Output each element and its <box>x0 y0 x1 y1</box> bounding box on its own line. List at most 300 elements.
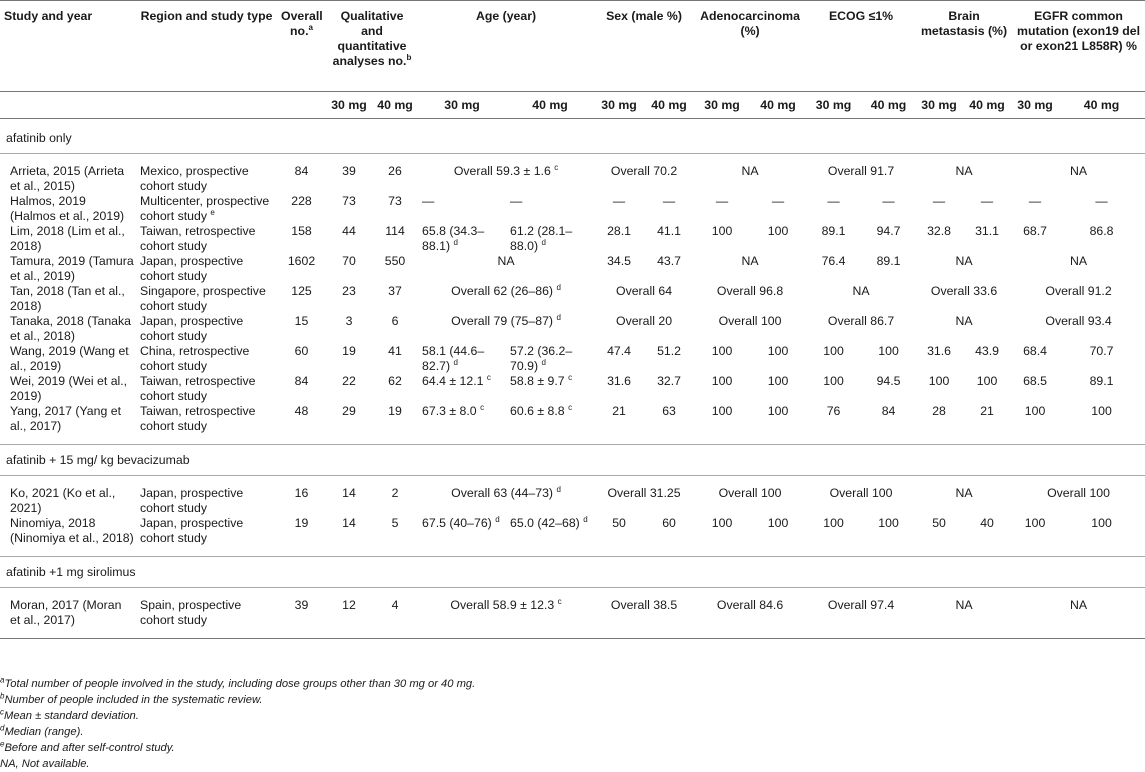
overall-cell <box>277 486 326 516</box>
study-cell-text: Yang, 2017 (Yang et al., 2017) <box>10 404 121 433</box>
footnote-text: NA, Not available. <box>0 758 90 770</box>
ecog-30-cell <box>806 516 861 546</box>
qual-40-cell-text: 550 <box>384 254 406 268</box>
qual-40-cell <box>372 284 418 314</box>
sex-30-cell-text: 21 <box>612 404 626 418</box>
brain-overall-cell-text: NA <box>955 486 973 500</box>
sex-40-cell-text: 60 <box>662 516 676 530</box>
age-40-cell <box>506 374 594 404</box>
age-30-cell <box>418 374 506 404</box>
study-cell <box>0 486 136 516</box>
qual-40-cell <box>372 254 418 284</box>
dose-40-header: 40 mg <box>644 92 694 119</box>
table-body <box>0 119 1145 639</box>
ecog-40-cell-text: 89.1 <box>876 254 901 268</box>
sex-40-cell <box>644 194 694 224</box>
age-40-cell-footnote-mark: d <box>541 357 546 367</box>
dose-30-header: 30 mg <box>694 92 750 119</box>
overall-cell <box>277 598 326 628</box>
overall-cell <box>277 164 326 194</box>
study-cell-text: Wei, 2019 (Wei et al., 2019) <box>10 374 128 403</box>
sex-40-cell-text: 32.7 <box>657 374 681 388</box>
study-cell <box>0 404 136 434</box>
region-cell <box>136 314 277 344</box>
age-40-cell-text: 58.8 ± 9.7 <box>510 374 565 388</box>
brain-40-cell-text: — <box>980 194 994 208</box>
brain-40-cell-text: 40 <box>980 516 994 530</box>
footnote-text: Total number of people involved in the study, including dose groups other than 30 mg or 40 mg. <box>4 678 476 690</box>
sex-overall-cell <box>594 314 694 344</box>
adeno-30-cell-text: 100 <box>711 224 733 238</box>
sex-overall-cell-text: Overall 64 <box>616 284 673 298</box>
footnote-mark: b <box>0 691 5 701</box>
qual-30-cell-text: 3 <box>345 314 353 328</box>
age-40-cell-footnote-mark: d <box>583 514 588 524</box>
ecog-30-cell <box>806 194 861 224</box>
adeno-40-cell <box>750 374 806 404</box>
qual-30-cell <box>326 344 372 374</box>
qual-30-cell-text: 12 <box>342 598 356 612</box>
overall-cell <box>277 314 326 344</box>
qual-30-cell-text: 14 <box>342 516 356 530</box>
adeno-40-cell-text: 100 <box>767 344 789 358</box>
adeno-40-cell <box>750 224 806 254</box>
region-cell <box>136 486 277 516</box>
sex-30-cell <box>594 224 644 254</box>
qual-30-cell <box>326 164 372 194</box>
ecog-overall-cell <box>806 486 916 516</box>
dose-40-header: 40 mg <box>750 92 806 119</box>
overall-cell-text: 19 <box>294 516 309 530</box>
age-40-cell-text: 60.6 ± 8.8 <box>510 404 565 418</box>
qual-40-cell <box>372 164 418 194</box>
egfr-40-cell <box>1058 374 1145 404</box>
table-row <box>0 404 1145 434</box>
egfr-overall-cell <box>1012 486 1145 516</box>
study-cell <box>0 194 136 224</box>
ecog-30-cell <box>806 404 861 434</box>
region-cell-text: Singapore, prospective cohort study <box>140 284 266 313</box>
qual-40-cell <box>372 224 418 254</box>
sex-30-cell-text: — <box>612 194 626 208</box>
egfr-30-cell-text: 68.5 <box>1023 374 1047 388</box>
ecog-40-cell <box>861 374 916 404</box>
egfr-40-cell <box>1058 224 1145 254</box>
overall-cell <box>277 224 326 254</box>
adeno-40-cell <box>750 344 806 374</box>
age-40-cell-text: 65.0 (42–68) <box>510 516 580 530</box>
egfr-overall-cell <box>1012 598 1145 628</box>
age-30-cell-footnote-mark: c <box>480 402 485 412</box>
adeno-overall-cell <box>694 254 806 284</box>
egfr-40-cell <box>1058 516 1145 546</box>
footnote <box>0 724 1140 740</box>
region-cell-text: Spain, prospective cohort study <box>140 598 242 627</box>
qual-40-cell <box>372 516 418 546</box>
table-row <box>0 254 1145 284</box>
sex-40-cell <box>644 254 694 284</box>
egfr-30-cell <box>1012 516 1058 546</box>
age-overall-cell-footnote-mark: d <box>556 282 561 292</box>
sex-40-cell-text: — <box>662 194 676 208</box>
region-cell <box>136 224 277 254</box>
qual-40-cell <box>372 194 418 224</box>
group-label-text: afatinib only <box>6 130 72 145</box>
dose-30-header: 30 mg <box>806 92 861 119</box>
footnote-mark: a <box>0 675 5 685</box>
region-cell-text: Japan, prospective cohort study <box>140 516 244 545</box>
egfr-overall-cell-text: Overall 91.2 <box>1045 284 1112 298</box>
adeno-30-cell <box>694 404 750 434</box>
qual-30-cell-text: 73 <box>342 194 356 208</box>
region-cell <box>136 194 277 224</box>
study-cell <box>0 344 136 374</box>
sex-30-cell <box>594 344 644 374</box>
ecog-40-cell <box>861 404 916 434</box>
brain-overall-cell-text: NA <box>955 314 973 328</box>
ecog-overall-cell-text: Overall 91.7 <box>827 164 895 178</box>
dose-40-header: 40 mg <box>1058 92 1145 119</box>
egfr-overall-cell-text: Overall 93.4 <box>1045 314 1112 328</box>
adeno-40-cell <box>750 404 806 434</box>
study-cell-text: Ko, 2021 (Ko et al., 2021) <box>10 486 116 515</box>
adeno-30-cell-text: 100 <box>711 516 733 530</box>
sex-40-cell <box>644 344 694 374</box>
qual-30-cell <box>326 314 372 344</box>
header-age: Age (year) <box>475 9 537 23</box>
region-cell-text: Japan, prospective cohort study <box>140 314 244 343</box>
sex-30-cell-text: 47.4 <box>607 344 631 358</box>
overall-cell <box>277 374 326 404</box>
adeno-30-cell <box>694 374 750 404</box>
qual-40-cell-text: 5 <box>391 516 399 530</box>
dose-40-header: 40 mg <box>962 92 1012 119</box>
header-row <box>0 1 1145 92</box>
qual-40-cell-text: 6 <box>391 314 399 328</box>
sex-30-cell <box>594 516 644 546</box>
qual-30-cell-text: 39 <box>342 164 356 178</box>
table-row <box>0 314 1145 344</box>
brain-overall-cell <box>916 164 1012 194</box>
adeno-overall-cell-text: NA <box>741 254 759 268</box>
egfr-40-cell <box>1058 344 1145 374</box>
ecog-overall-cell-text: Overall 97.4 <box>827 598 895 612</box>
ecog-30-cell-text: 100 <box>823 516 844 530</box>
age-overall-cell <box>418 284 594 314</box>
adeno-30-cell-text: 100 <box>711 374 733 388</box>
ecog-30-cell <box>806 344 861 374</box>
header-qual: Qualitative and quantitative analyses no.$^b$ <box>332 9 412 68</box>
study-cell <box>0 374 136 404</box>
age-overall-cell <box>418 164 594 194</box>
header-brain: Brain metastasis (%) <box>920 9 1008 38</box>
age-overall-cell-text: Overall 79 (75–87) <box>451 314 554 328</box>
age-30-cell <box>418 516 506 546</box>
sex-overall-cell-text: Overall 31.25 <box>607 486 681 500</box>
dose-header-row <box>0 92 1145 119</box>
qual-30-cell-text: 19 <box>342 344 356 358</box>
age-overall-cell-footnote-mark: c <box>557 596 562 606</box>
age-overall-cell <box>418 598 594 628</box>
footnote-mark: d <box>0 723 5 733</box>
region-cell-text: Japan, prospective cohort study <box>140 254 244 283</box>
footnote <box>0 692 1140 708</box>
study-cell-text: Moran, 2017 (Moran et al., 2017) <box>10 598 122 627</box>
region-cell-text: Taiwan, retrospective cohort study <box>140 374 256 403</box>
region-cell-text: Taiwan, retrospective cohort study <box>140 404 256 433</box>
age-40-cell-text: — <box>510 194 523 208</box>
adeno-overall-cell-text: Overall 84.6 <box>716 598 784 612</box>
footnote-mark: c <box>0 707 4 717</box>
egfr-overall-cell <box>1012 284 1145 314</box>
adeno-40-cell <box>750 194 806 224</box>
sex-30-cell <box>594 404 644 434</box>
age-overall-cell <box>418 254 594 284</box>
sex-30-cell <box>594 254 644 284</box>
study-cell-text: Tamura, 2019 (Tamura et al., 2019) <box>10 254 134 283</box>
age-30-cell-footnote-mark: d <box>453 237 458 247</box>
brain-30-cell-text: 28 <box>932 404 946 418</box>
egfr-overall-cell <box>1012 254 1145 284</box>
egfr-overall-cell <box>1012 314 1145 344</box>
qual-30-cell-text: 14 <box>342 486 356 500</box>
brain-overall-cell <box>916 284 1012 314</box>
dose-40-header: 40 mg <box>861 92 916 119</box>
adeno-overall-cell-text: NA <box>741 164 759 178</box>
dose-30-header: 30 mg <box>594 92 644 119</box>
egfr-30-cell <box>1012 344 1058 374</box>
overall-cell <box>277 344 326 374</box>
header-adeno: Adenocarcinoma (%) <box>700 9 800 38</box>
age-30-cell-text: 65.8 (34.3–88.1) <box>422 224 485 253</box>
egfr-overall-cell-text: Overall 100 <box>1047 486 1110 500</box>
region-cell-text: Taiwan, retrospective cohort study <box>140 224 256 253</box>
age-overall-cell <box>418 314 594 344</box>
brain-30-cell-text: — <box>932 194 946 208</box>
egfr-40-cell <box>1058 404 1145 434</box>
age-40-cell <box>506 194 594 224</box>
region-cell <box>136 254 277 284</box>
adeno-40-cell-text: — <box>771 194 785 208</box>
ecog-30-cell <box>806 374 861 404</box>
region-cell <box>136 404 277 434</box>
region-cell <box>136 284 277 314</box>
brain-30-cell-text: 50 <box>932 516 946 530</box>
brain-overall-cell-text: NA <box>955 254 973 268</box>
sex-30-cell-text: 34.5 <box>607 254 631 268</box>
group-row <box>0 557 1145 588</box>
dose-40-header: 40 mg <box>506 92 594 119</box>
age-40-cell-text: 61.2 (28.1–88.0) <box>510 224 573 253</box>
group-row <box>0 119 1145 154</box>
sex-40-cell-text: 41.1 <box>657 224 681 238</box>
ecog-overall-cell <box>806 314 916 344</box>
ecog-30-cell <box>806 224 861 254</box>
qual-40-cell-text: 19 <box>388 404 402 418</box>
brain-40-cell <box>962 516 1012 546</box>
ecog-40-cell <box>861 516 916 546</box>
overall-cell-text: 1602 <box>287 254 316 268</box>
adeno-30-cell <box>694 224 750 254</box>
header-overall: Overall no.$^a$ <box>281 9 323 38</box>
ecog-overall-cell <box>806 284 916 314</box>
group-row <box>0 445 1145 476</box>
age-overall-cell-footnote-mark: d <box>556 312 561 322</box>
ecog-30-cell-text: 76 <box>826 404 841 418</box>
overall-cell-text: 39 <box>294 598 309 612</box>
qual-30-cell-text: 70 <box>342 254 356 268</box>
adeno-overall-cell-text: Overall 100 <box>718 486 782 500</box>
brain-40-cell-text: 21 <box>980 404 994 418</box>
adeno-40-cell-text: 100 <box>767 404 789 418</box>
table-row <box>0 486 1145 516</box>
study-cell-text: Tanaka, 2018 (Tanaka et al., 2018) <box>10 314 132 343</box>
dose-30-header: 30 mg <box>916 92 962 119</box>
ecog-40-cell-text: 100 <box>878 344 899 358</box>
qual-40-cell-text: 4 <box>391 598 399 612</box>
overall-cell-text: 15 <box>294 314 309 328</box>
region-cell-text: Multicenter, prospective cohort study <box>140 194 270 223</box>
age-40-cell <box>506 404 594 434</box>
age-30-cell-text: — <box>422 194 435 208</box>
footnote-text: Median (range). <box>4 726 84 738</box>
age-overall-cell-text: Overall 59.3 ± 1.6 <box>453 164 551 178</box>
age-overall-cell-text: Overall 58.9 ± 12.3 <box>450 598 555 612</box>
overall-cell-text: 125 <box>291 284 312 298</box>
footnote <box>0 676 1140 692</box>
age-30-cell <box>418 404 506 434</box>
study-cell <box>0 516 136 546</box>
qual-30-cell <box>326 374 372 404</box>
brain-30-cell-text: 32.8 <box>927 224 951 238</box>
qual-40-cell <box>372 486 418 516</box>
qual-40-cell <box>372 314 418 344</box>
ecog-30-cell <box>806 254 861 284</box>
overall-cell-text: 60 <box>294 344 309 358</box>
age-overall-cell-footnote-mark: d <box>556 484 561 494</box>
footnote <box>0 740 1140 756</box>
footnote-text: Mean ± standard deviation. <box>4 710 139 722</box>
age-overall-cell-footnote-mark: c <box>554 162 559 172</box>
brain-30-cell <box>916 516 962 546</box>
adeno-40-cell-text: 100 <box>767 224 789 238</box>
table-row <box>0 284 1145 314</box>
age-30-cell-text: 67.3 ± 8.0 <box>422 404 477 418</box>
study-cell <box>0 164 136 194</box>
qual-40-cell-text: 2 <box>391 486 399 500</box>
header-sex: Sex (male %) <box>606 9 682 23</box>
sex-overall-cell <box>594 164 694 194</box>
qual-30-cell <box>326 284 372 314</box>
age-40-cell-footnote-mark: c <box>568 402 573 412</box>
egfr-30-cell-text: 68.4 <box>1023 344 1047 358</box>
age-30-cell <box>418 194 506 224</box>
egfr-30-cell-text: — <box>1028 194 1042 208</box>
age-30-cell <box>418 224 506 254</box>
brain-30-cell <box>916 404 962 434</box>
study-cell-text: Tan, 2018 (Tan et al., 2018) <box>10 284 125 313</box>
overall-cell-text: 84 <box>294 374 309 388</box>
brain-overall-cell <box>916 314 1012 344</box>
table-row <box>0 344 1145 374</box>
ecog-overall-cell-text: NA <box>852 284 870 298</box>
ecog-30-cell-text: 100 <box>823 344 844 358</box>
egfr-overall-cell-text: NA <box>1069 254 1088 268</box>
dose-40-header: 40 mg <box>372 92 418 119</box>
sex-30-cell-text: 31.6 <box>607 374 631 388</box>
age-30-cell-footnote-mark: c <box>486 372 491 382</box>
overall-cell-text: 16 <box>294 486 309 500</box>
egfr-overall-cell-text: NA <box>1069 598 1088 612</box>
egfr-40-cell <box>1058 194 1145 224</box>
sex-overall-cell-text: Overall 38.5 <box>610 598 678 612</box>
egfr-30-cell <box>1012 404 1058 434</box>
brain-40-cell <box>962 344 1012 374</box>
brain-overall-cell <box>916 254 1012 284</box>
group-label <box>0 557 1145 588</box>
sex-40-cell <box>644 374 694 404</box>
ecog-overall-cell-text: Overall 100 <box>829 486 893 500</box>
ecog-40-cell-text: 94.7 <box>876 224 901 238</box>
brain-40-cell <box>962 224 1012 254</box>
egfr-30-cell-text: 68.7 <box>1023 224 1047 238</box>
ecog-overall-cell <box>806 164 916 194</box>
study-cell-text: Halmos, 2019 (Halmos et al., 2019) <box>10 194 125 223</box>
overall-cell <box>277 404 326 434</box>
brain-30-cell <box>916 194 962 224</box>
region-cell-text: Mexico, prospective cohort study <box>140 164 249 193</box>
egfr-30-cell <box>1012 224 1058 254</box>
qual-30-cell <box>326 516 372 546</box>
header-egfr: EGFR common mutation (exon19 del or exon21 L858R) % <box>1017 9 1141 53</box>
age-30-cell-footnote-mark: d <box>453 357 458 367</box>
study-cell <box>0 598 136 628</box>
adeno-overall-cell <box>694 164 806 194</box>
brain-overall-cell <box>916 598 1012 628</box>
study-cell <box>0 314 136 344</box>
age-40-cell <box>506 516 594 546</box>
brain-30-cell-text: 100 <box>928 374 950 388</box>
brain-30-cell-text: 31.6 <box>927 344 951 358</box>
qual-30-cell-text: 29 <box>342 404 356 418</box>
sex-40-cell <box>644 224 694 254</box>
adeno-overall-cell <box>694 598 806 628</box>
qual-40-cell-text: 37 <box>388 284 402 298</box>
qual-30-cell <box>326 598 372 628</box>
study-cell-text: Ninomiya, 2018 (Ninomiya et al., 2018) <box>10 516 134 545</box>
dose-30-header: 30 mg <box>418 92 506 119</box>
adeno-overall-cell <box>694 486 806 516</box>
adeno-30-cell-text: 100 <box>711 404 733 418</box>
study-cell-text: Wang, 2019 (Wang et al., 2019) <box>10 344 129 373</box>
age-30-cell-text: 67.5 (40–76) <box>422 516 492 530</box>
qual-30-cell-text: 22 <box>342 374 356 388</box>
region-cell-text: Japan, prospective cohort study <box>140 486 244 515</box>
brain-40-cell-text: 100 <box>976 374 998 388</box>
footnote <box>0 708 1140 724</box>
adeno-overall-cell <box>694 314 806 344</box>
egfr-30-cell-text: 100 <box>1024 516 1046 530</box>
region-cell <box>136 598 277 628</box>
ecog-30-cell-text: 76.4 <box>821 254 846 268</box>
qual-40-cell-text: 62 <box>388 374 402 388</box>
egfr-30-cell <box>1012 194 1058 224</box>
header-ecog: ECOG ≤1% <box>828 9 894 23</box>
footnote <box>0 756 1140 772</box>
age-overall-cell-text: Overall 62 (26–86) <box>451 284 554 298</box>
sex-overall-cell <box>594 598 694 628</box>
footnote-mark: e <box>0 739 5 749</box>
